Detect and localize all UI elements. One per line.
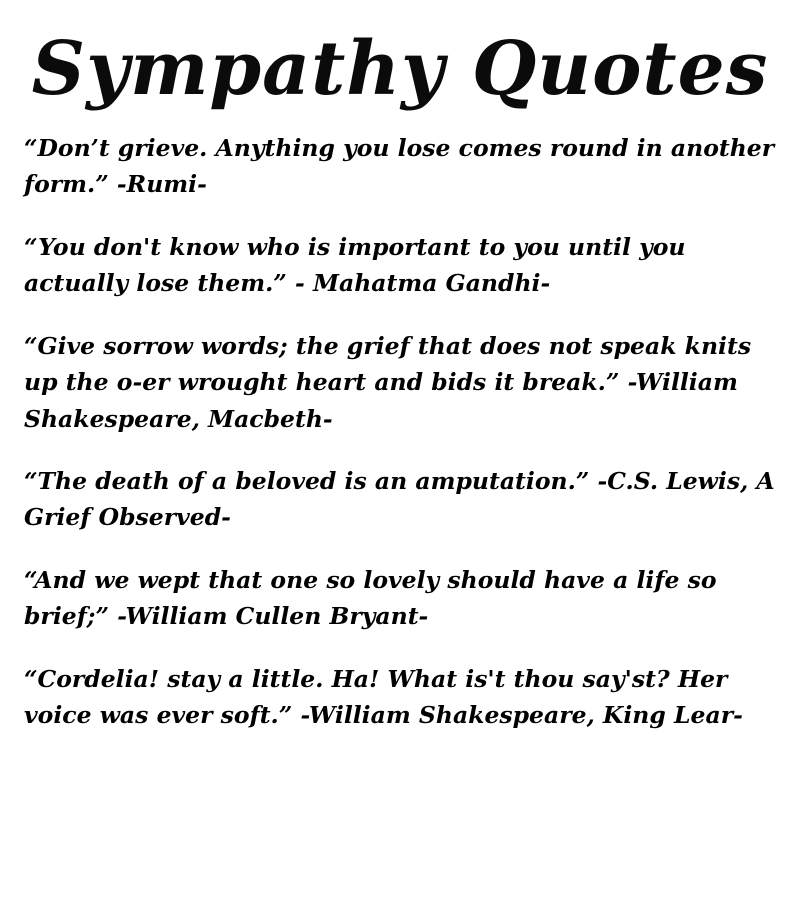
quote-text: “Cordelia! stay a little. Ha! What is't thou say'st? Her voice was ever soft.” — [24, 664, 728, 730]
quote-text: “Give sorrow words; the grief that does not speak knits up the o-er wrought heart and bids it break.” — [24, 331, 752, 397]
quote-attribution: -William Shakespeare, Macbeth- — [24, 368, 738, 433]
quote-item — [16, 328, 784, 437]
quote-item — [16, 562, 784, 635]
quote-item — [16, 130, 784, 203]
quotes-page — [0, 18, 800, 918]
quote-item — [16, 463, 784, 536]
quote-attribution: -William Shakespeare, King Lear- — [300, 701, 743, 730]
quote-attribution: -C.S. Lewis, A Grief Observed- — [24, 466, 775, 532]
quote-item — [16, 229, 784, 302]
quote-list — [16, 130, 784, 733]
page-title: Sympathy Quotes — [31, 26, 769, 112]
quote-text: “Don’t grieve. Anything you lose comes round in another form.” — [24, 134, 775, 199]
quote-text: “The death of a beloved is an amputation.” — [24, 466, 590, 495]
quote-item — [16, 661, 784, 734]
quote-attribution: -Rumi- — [116, 170, 207, 199]
quote-attribution: - Mahatma Gandhi- — [295, 269, 551, 298]
quote-text: “You don't know who is important to you until you actually lose them.” — [24, 232, 686, 298]
quote-attribution: -William Cullen Bryant- — [117, 602, 429, 631]
quote-text: “And we wept that one so lovely should have a life so brief;” — [24, 565, 717, 631]
